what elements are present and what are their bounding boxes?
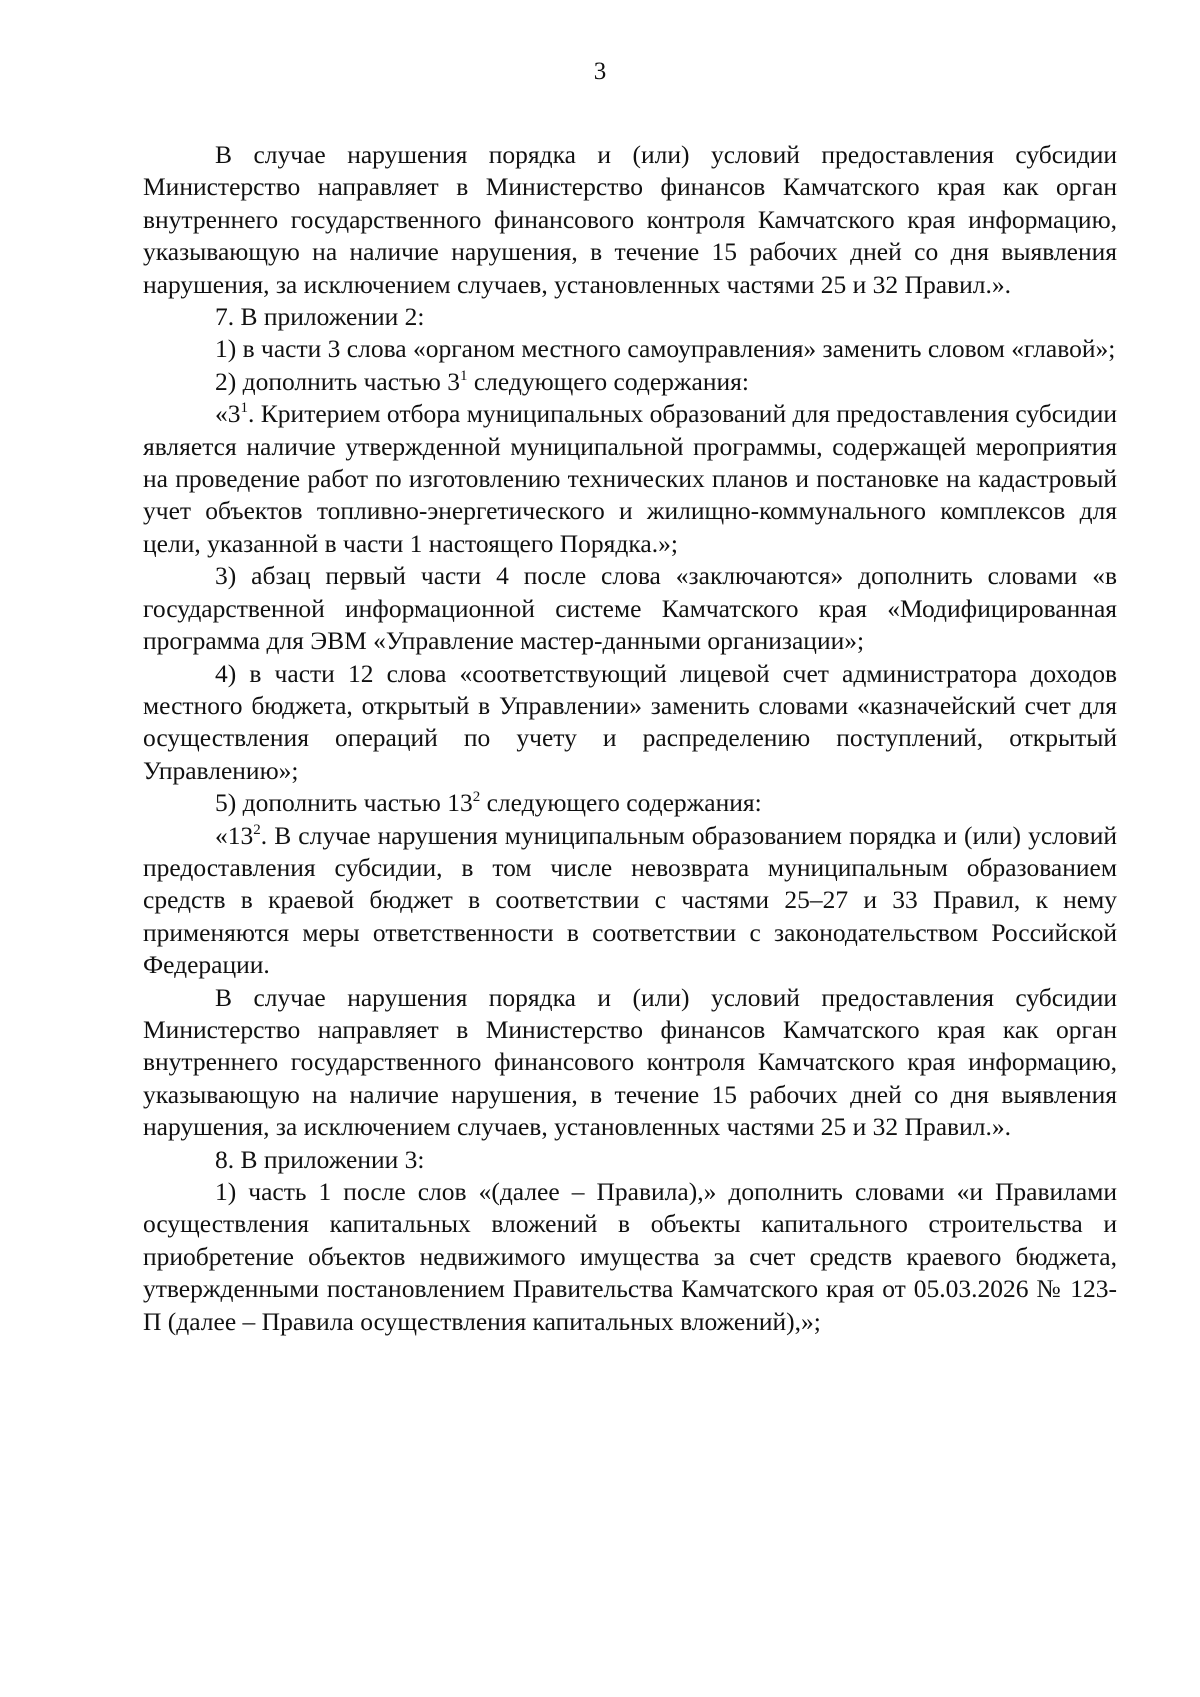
paragraph-part-13-2: [143, 820, 1117, 982]
superscript: 2: [472, 789, 481, 806]
text-run: следующего содержания:: [467, 366, 749, 396]
document-body: [143, 139, 1117, 1338]
page-number: 3: [593, 58, 607, 85]
text-run: «13: [215, 820, 254, 850]
text-run: . Критерием отбора муниципальных образований для предоставления субсидии является наличие утвержденной муниципальной программы, содержащей мероприятия на проведение работ по изготовлению технических планов и постановке на кадастровый учет объектов топливно-энергетического и жилищно-коммунального комплексов для цели, указанной в части 1 настоящего Порядка.»;: [143, 399, 1117, 558]
paragraph-item-8: 8. В приложении 3:: [215, 1144, 425, 1174]
text-run: «3: [215, 399, 241, 429]
superscript: 1: [240, 400, 248, 417]
paragraph-part-3-1: [143, 398, 1117, 560]
paragraph-subitem-1: 1) в части 3 слова «органом местного самоуправления» заменить словом «главой»;: [215, 334, 1116, 364]
paragraph-violation-notice: В случае нарушения порядка и (или) условий предоставления субсидии Министерство направляет в Министерство финансов Камчатского края как орган внутреннего государственного финансового контроля Камчатского края информацию, указывающую на наличие нарушения, в течение 15 рабочих дней со дня выявления нарушения, за исключением случаев, установленных частями 25 и 32 Правил.».: [143, 140, 1117, 299]
paragraph-violation-notice-2: В случае нарушения порядка и (или) условий предоставления субсидии Министерство направляет в Министерство финансов Камчатского края как орган внутреннего государственного финансового контроля Камчатского края информацию, указывающую на наличие нарушения, в течение 15 рабочих дней со дня выявления нарушения, за исключением случаев, установленных частями 25 и 32 Правил.».: [143, 982, 1117, 1142]
text-run: 2) дополнить частью 3: [215, 366, 460, 396]
superscript: 1: [459, 367, 468, 384]
paragraph-subitem-2: [143, 366, 1117, 398]
paragraph-item-7: 7. В приложении 2:: [215, 302, 425, 332]
text-run: 5) дополнить частью 13: [215, 788, 473, 818]
superscript: 2: [253, 821, 261, 838]
paragraph-subitem-3: 3) абзац первый части 4 после слова «заключаются» дополнить словами «в государственной информационной системе Камчатского края «Модифицированная программа для ЭВМ «Управление мастер-данными организации»;: [143, 561, 1117, 656]
paragraph-subitem-1-app3: 1) часть 1 после слов «(далее – Правила),» дополнить словами «и Правилами осуществления капитальных вложений в объекты капитального строительства и приобретение объектов недвижимого имущества за счет средств краевого бюджета, утвержденными постановлением Правительства Камчатского края от 05.03.2026 № 123-П (далее – Правила осуществления капитальных вложений),»;: [143, 1177, 1117, 1336]
text-run: следующего содержания:: [480, 788, 762, 818]
paragraph-subitem-4: 4) в части 12 слова «соответствующий лицевой счет администратора доходов местного бюджета, открытый в Управлении» заменить словами «казначейский счет для осуществления операций по учету и распределению поступлений, открытый Управлению»;: [143, 658, 1117, 785]
text-run: . В случае нарушения муниципальным образованием порядка и (или) условий предоставления субсидии, в том числе невозврата муниципальным образованием средств в краевой бюджет в соответствии с частями 25–27 и 33 Правил, к нему применяются меры ответственности в соответствии с законодательством Российской Федерации.: [143, 820, 1117, 980]
paragraph-subitem-5: [143, 787, 1117, 819]
